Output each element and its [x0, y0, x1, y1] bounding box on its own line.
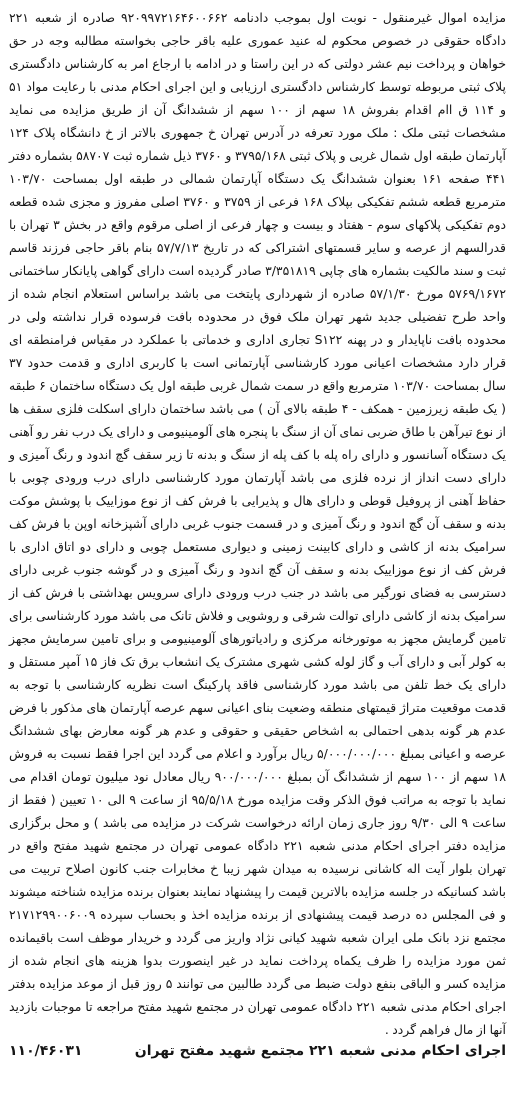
issuer-signature: اجرای احکام مدنی شعبه ۲۲۱ مجتمع شهید مفتح تهران	[134, 1043, 506, 1059]
notice-footer	[9, 1043, 506, 1059]
notice-body-text: مزایده اموال غیرمنقول - نوبت اول بموجب دادنامه ۹۲۰۹۹۷۲۱۶۴۶۰۰۶۶۲ صادره از شعبه ۲۲۱ دادگاه حقوقی در خصوص محکوم له عنید عموری علیه باقر حاجی بخواسته مطالبه وجه در حق خواهان و پرداخت نیم عشر دولتی که در این راستا و در ادامه با ارجاع امر به کارشناس دادگستری پلاک ثبتی مربوطه توسط کارشناس دادگستری ارزیابی و این اجرای احکام مدنی با رعایت مواد ۵۱ و ۱۱۴ ق اام اقدام بفروش ۱۸ سهم از ۱۰۰ سهم از ششدانگ آن از طریق مزایده می نماید مشخصات ثبتی ملک : ملک مورد تعرفه در آدرس تهران خ جمهوری بالاتر از خ دانشگاه پلاک ۱۲۴ آپارتمان طبقه اول شمال غربی و پلاک ثبتی ۳۷۹۵/۱۶۸ و ۳۷۶۰ ذیل شماره ثبت ۵۸۷۰۷ بشماره دفتر ۴۴۱ صفحه ۱۶۱ بعنوان ششدانگ یک دستگاه آپارتمان شمالی در طبقه اول بمساحت ۱۰۳/۷۰ مترمربع قطعه ششم تفکیکی بپلاک ۱۶۸ فرعی از ۳۷۵۹ و ۳۷۶۰ اصلی مفروز و مجزی شده قطعه دوم تفکیکی پلاکهای سوم - هفتاد و بیست و چهار فرعی از اصلی مرقوم واقع در بخش ۳ تهران با قدرالسهم از عرصه و سایر قسمتهای اشتراکی که در تاریخ ۵۷/۷/۱۳ بنام باقر حاجی فرزند قاسم ثبت و سند مالکیت بشماره های چاپی ۳/۳۵۱۸۱۹ صادر گردیده است دارای گواهی پایانکار ساختمانی ۵۷۶۹/۱۶۷۲ مورخ ۵۷/۱/۳۰ صادره از شهرداری پایتخت می باشد براساس استعلام انجام شده از واحد طرح تفضیلی جدید شهر تهران ملک فوق در محدوده بافت فرسوده قرار نداشته ولی در محدوده بافت ناپایدار و در پهنه S۱۲۲ تجاری اداری و خدماتی با عملکرد در مقیاس فرامنطقه ای قرار دارد مشخصات اعیانی مورد کارشناسی آپارتمانی است با کاربری اداری و قدمت حدود ۳۷ سال بمساحت ۱۰۳/۷۰ مترمربع واقع در سمت شمال غربی طبقه اول یک دستگاه ساختمان ۶ طبقه ( یک طبقه زیرزمین - همکف - ۴ طبقه بالای آن ) می باشد ساختمان دارای اسکلت فلزی سقف ها از نوع تیرآهن با طاق ضربی نمای آن از سنگ با پنجره های آلومینیومی و دارای یک درب نفر رو آهنی یک دستگاه آسانسور و دارای راه پله با کف پله از سنگ و بدنه تا زیر سقف گچ اندود و رنگ آمیزی و دارای دست انداز از نرده فلزی می باشد آپارتمان مورد کارشناسی دارای درب ورودی چوبی با حفاظ آهنی از پروفیل قوطی و دارای هال و پذیرایی با فرش کف از نوع موزاییک با پوشش موکت بدنه و سقف آن گچ اندود و رنگ آمیزی و در قسمت جنوب غربی دارای آشپزخانه اوپن با فرش کف سرامیک بدنه از کاشی و دارای کابینت زمینی و دیواری مستعمل چوبی و دارای دو اتاق اداری با فرش کف از نوع موزاییک بدنه و سقف آن گچ اندود و رنگ آمیزی و در گوشه جنوب غربی دارای دسترسی به فضای نورگیر می باشد در جنب درب ورودی دارای سرویس بهداشتی با فرش کف از سرامیک بدنه از کاشی دارای توالت شرقی و روشویی و فلاش تانک می باشد مورد کارشناسی برای تامین گرمایش مجهز به موتورخانه مرکزی و رادیاتورهای آلومینیومی و برای تامین سرمایش مجهز به کولر آبی و دارای آب و گاز لوله کشی شهری مشترک یک انشعاب برق تک فاز ۱۵ آمپر مستقل و دارای یک خط تلفن می باشد مورد کارشناسی فاقد پارکینگ است نظریه کارشناسی با توجه به قدمت موقعیت متراژ قیمتهای منطقه وضعیت بنای اعیانی سهم عرصه آپارتمان های مذکور با فرض عدم هر گونه بدهی احتمالی به اشخاص حقیقی و حقوقی و عدم هر گونه معارض بهای ششدانگ عرصه و اعیانی بمبلغ ۵/۰۰۰/۰۰۰/۰۰۰ ریال برآورد و اعلام می گردد این اجرا فقط نسبت به فروش ۱۸ سهم از ۱۰۰ سهم از ششدانگ آن بمبلغ ۹۰۰/۰۰۰/۰۰۰ ریال معادل نود میلیون تومان اقدام می نماید با توجه به مراتب فوق الذکر وقت مزایده مورخ ۹۵/۵/۱۸ از ساعت ۹ الی ۱۰ تعیین ( فقط از ساعت ۹ الی ۹/۳۰ روز جاری زمان ارائه درخواست شرکت در مزایده می باشد ) و محل برگزاری مزایده دفتر اجرای احکام مدنی شعبه ۲۲۱ دادگاه عمومی تهران در مجتمع شهید مفتح واقع در تهران بلوار آیت اله کاشانی نرسیده به میدان شهر زیبا خ مخابرات جنب کانون اصلاح تربیت می باشد کسانیکه در جلسه مزایده بالاترین قیمت را پیشنهاد نمایند بعنوان برنده مزایده شناخته میشوند و فی المجلس ده درصد قیمت پیشنهادی از برنده مزایده اخذ و بحساب سپرده ۲۱۷۱۲۹۹۰۰۶۰۰۹ مجتمع نزد بانک ملی ایران شعبه شهید کیانی نژاد واریز می گردد و خریدار موظف است باقیمانده ثمن مورد مزایده را ظرف یکماه پرداخت نماید در غیر اینصورت بدوا هزینه های انجام شده از مزایده کسر و الباقی بنفع دولت ضبط می گردد طالبین می توانند ۵ روز قبل از موعد مزایده بدفتر اجرای احکام مدنی شعبه ۲۲۱ دادگاه عمومی تهران در مجتمع شهید مفتح مراجعه تا موجبات بازدید آنها از مال فراهم گردد .	[9, 10, 507, 1037]
reference-number: ۱۱۰/۴۶۰۳۱	[9, 1043, 83, 1059]
